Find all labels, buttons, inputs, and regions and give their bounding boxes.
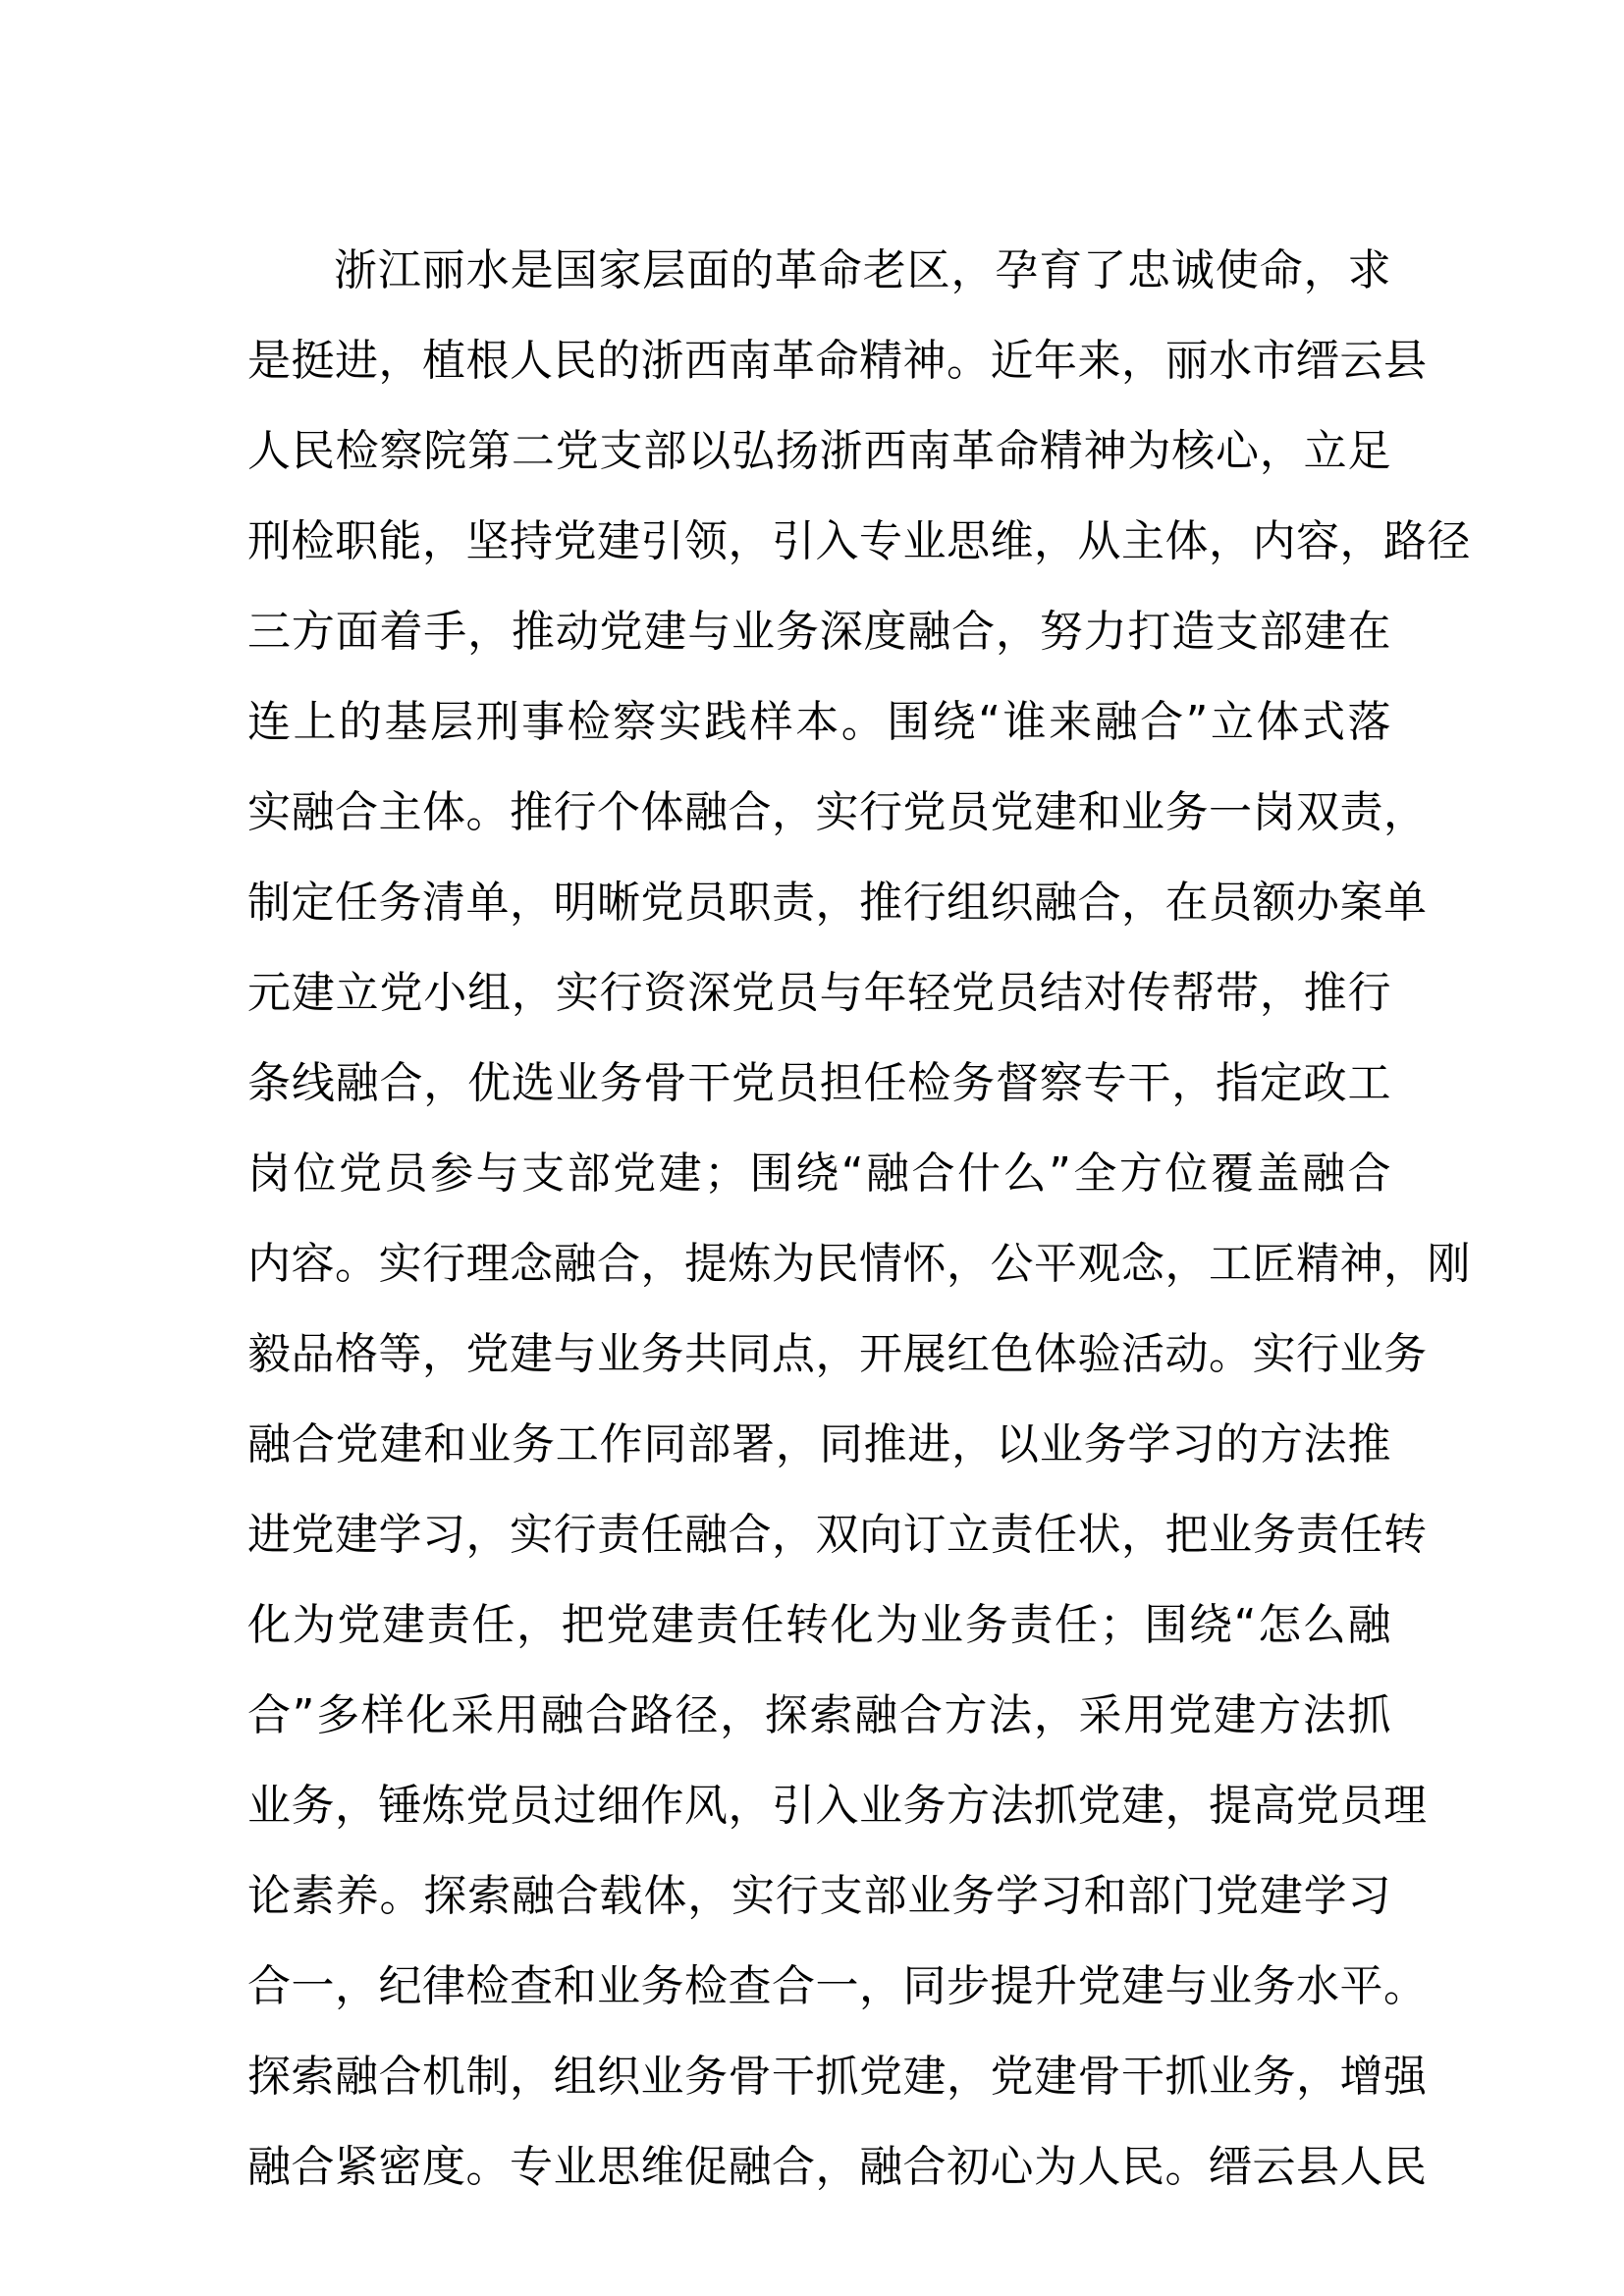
text-line-9: 元建立党小组，实行资深党员与年轻党员结对传帮带，推行 xyxy=(247,968,1391,1018)
text-line-17: 合”多样化采用融合路径，探索融合方法，采用党建方法抓 xyxy=(247,1690,1391,1740)
text-line-12: 内容。实行理念融合，提炼为民情怀，公平观念，工匠精神，刚 xyxy=(247,1239,1471,1289)
text-line-3: 人民检察院第二党支部以弘扬浙西南革命精神为核心，立足 xyxy=(247,426,1391,476)
text-line-18: 业务，锤炼党员过细作风，引入业务方法抓党建，提高党员理 xyxy=(247,1781,1428,1831)
text-line-4: 刑检职能，坚持党建引领，引入专业思维，从主体，内容，路径 xyxy=(247,516,1471,566)
text-line-7: 实融合主体。推行个体融合，实行党员党建和业务一岗双责， xyxy=(247,787,1428,837)
text-line-2: 是挺进，植根人民的浙西南革命精神。近年来，丽水市缙云县 xyxy=(247,336,1428,386)
text-line-14: 融合党建和业务工作同部署，同推进，以业务学习的方法推 xyxy=(247,1419,1391,1469)
text-line-1: 浙江丽水是国家层面的革命老区，孕育了忠诚使命，求 xyxy=(334,245,1391,295)
text-line-6: 连上的基层刑事检察实践样本。围绕“谁来融合”立体式落 xyxy=(247,697,1391,747)
body-paragraph xyxy=(247,226,1471,2213)
text-line-22: 融合紧密度。专业思维促融合，融合初心为人民。缙云县人民 xyxy=(247,2142,1428,2192)
text-line-11: 岗位党员参与支部党建；围绕“融合什么”全方位覆盖融合 xyxy=(247,1148,1391,1199)
text-line-15: 进党建学习，实行责任融合，双向订立责任状，把业务责任转 xyxy=(247,1510,1428,1560)
text-line-5: 三方面着手，推动党建与业务深度融合，努力打造支部建在 xyxy=(247,607,1391,657)
text-line-21: 探索融合机制，组织业务骨干抓党建，党建骨干抓业务，增强 xyxy=(247,2052,1428,2102)
text-line-20: 合一，纪律检查和业务检查合一，同步提升党建与业务水平。 xyxy=(247,1961,1428,2011)
text-line-16: 化为党建责任，把党建责任转化为业务责任；围绕“怎么融 xyxy=(247,1600,1391,1650)
text-line-13: 毅品格等，党建与业务共同点，开展红色体验活动。实行业务 xyxy=(247,1329,1428,1379)
text-line-8: 制定任务清单，明晰党员职责，推行组织融合，在员额办案单 xyxy=(247,878,1428,928)
text-line-19: 论素养。探索融合载体，实行支部业务学习和部门党建学习 xyxy=(247,1871,1391,1921)
text-line-10: 条线融合，优选业务骨干党员担任检务督察专干，指定政工 xyxy=(247,1058,1391,1108)
